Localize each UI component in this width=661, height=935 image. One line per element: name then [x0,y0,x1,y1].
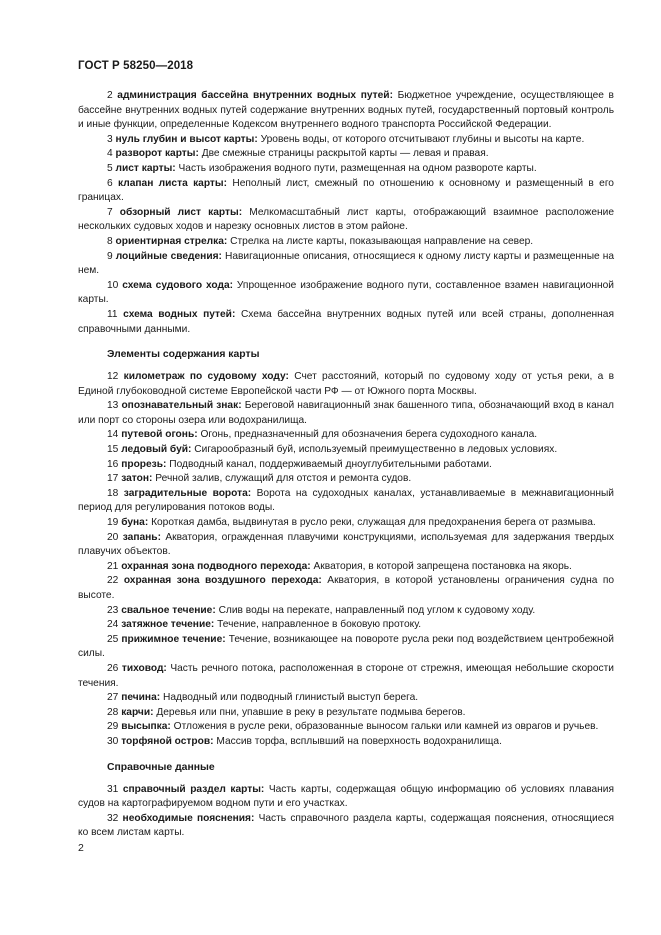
term-number: 13 [107,400,119,412]
term-name: заградительные ворота: [123,487,252,499]
term-definition: Часть карты, содержащая общую информацию об условиях плавания судов на картографируемом водном пути и его участках. [78,783,614,810]
term-entry [78,574,614,603]
term-number: 16 [107,458,119,470]
term-name: ориентирная стрелка: [115,235,228,247]
term-definition: Мелкомасштабный лист карты, отображающий взаимное расположение нескольких судовых ходов и нарезку основных листов в этом районе. [78,206,614,233]
term-definition: Береговой навигационный знак башенного типа, обозначающий вход в канал или порт со стороны озера или водохранилища. [78,400,614,426]
term-number: 32 [107,812,119,824]
term-number: 3 [107,133,113,145]
term-definition: Надводный или подводный глинистый выступ берега. [163,692,419,704]
term-number: 10 [107,279,119,291]
term-number: 2 [107,90,113,101]
term-definition: Отложения в русле реки, образованные выносом гальки или камней из оврагов и ручьев. [173,721,599,733]
term-definition: Массив торфа, всплывший на поверхность водохранилища. [216,735,502,747]
terms-group-general [78,89,614,337]
term-number: 21 [107,560,119,572]
term-entry [78,279,614,308]
term-entry [78,633,614,662]
term-number: 5 [107,162,113,174]
term-entry [78,706,614,721]
term-name: карчи: [121,706,154,718]
term-name: ледовый буй: [121,444,192,456]
term-definition: Часть речного потока, расположенная в стороне от стрежня, имеющая небольшие скорости течения. [78,662,614,689]
term-name: охранная зона воздушного перехода: [123,575,322,587]
term-name: буна: [121,517,149,529]
term-number: 15 [107,444,119,456]
term-entry [78,720,614,735]
term-number: 17 [107,473,119,485]
term-name: высыпка: [121,721,171,733]
term-definition: Ворота на судоходных каналах, устанавливаемые в межнавигационный период для регулирования потоков воды. [78,487,614,514]
term-entry [78,206,614,235]
term-definition: Часть изображения водного пути, размещенная на одном развороте карты. [178,162,537,174]
term-entry [78,783,614,812]
term-name: километраж по судовому ходу: [123,371,289,383]
term-name: справочный раздел карты: [122,783,265,795]
term-entry [78,487,614,516]
term-definition: Акватория, огражденная плавучими конструкциями, используемая для задержания твердых плавучих объектов. [78,531,615,558]
term-number: 8 [107,235,113,247]
term-definition: Акватория, в которой установлены ограничения судна по высоте. [78,575,615,601]
term-number: 12 [107,371,119,383]
term-definition: Акватория, в которой запрещена постановка на якорь. [313,560,572,572]
term-definition: Речной залив, служащий для отстоя и ремонта судов. [155,473,412,485]
term-number: 24 [107,619,119,631]
term-entry [78,147,614,162]
term-entry [78,812,614,841]
term-name: охранная зона подводного перехода: [121,560,311,572]
term-entry [78,443,614,458]
term-name: лоцийные сведения: [115,250,222,262]
terms-group-reference-data [78,783,614,841]
term-definition: Неполный лист, смежный по отношению к основному и размещенный в его границах. [78,177,614,204]
term-name: необходимые пояснения: [122,812,255,824]
term-entry [78,399,614,428]
term-name: затяжное течение: [121,619,215,631]
term-name: затон: [121,473,153,485]
term-number: 28 [107,706,119,718]
term-number: 11 [107,308,118,320]
page-number: 2 [78,842,84,854]
term-definition: Стрелка на листе карты, показывающая направление на север. [230,235,534,247]
term-entry [78,162,614,177]
term-name: путевой огонь: [121,429,198,441]
term-number: 29 [107,721,119,733]
term-number: 27 [107,692,119,704]
term-name: запань: [122,531,161,543]
term-name: опознавательный знак: [121,400,242,412]
term-definition: Уровень воды, от которого отсчитывают глубины и высоты на карте. [260,133,585,145]
term-number: 30 [107,735,119,747]
term-entry [78,618,614,633]
term-entry [78,531,614,560]
term-entry [78,662,614,691]
term-number: 4 [107,148,113,160]
term-number: 31 [107,783,119,795]
term-number: 22 [107,575,119,587]
term-name: разворот карты: [115,148,199,160]
term-definition: Упрощенное изображение водного пути, составленное взамен навигационной карты. [78,279,614,306]
term-name: схема водных путей: [123,308,236,320]
term-definition: Течение, возникающее на повороте русла реки под воздействием центробежной силы. [78,633,614,660]
term-name: обзорный лист карты: [119,206,243,218]
term-entry [78,308,614,337]
term-number: 20 [107,531,119,543]
term-name: прорезь: [121,458,167,470]
term-name: администрация бассейна внутренних водных путей: [117,90,393,101]
section-title-map-content: Элементы содержания карты [107,349,260,361]
document-body [78,89,614,841]
term-definition: Две смежные страницы раскрытой карты — левая и правая. [201,148,489,160]
term-name: нуль глубин и высот карты: [115,133,258,145]
document-header-id: ГОСТ Р 58250—2018 [78,60,194,72]
term-number: 14 [107,429,119,441]
term-entry [78,370,614,399]
term-entry [78,458,614,473]
term-entry [78,472,614,487]
term-name: печина: [121,692,161,704]
term-definition: Огонь, предназначенный для обозначения берега судоходного канала. [200,429,538,441]
section-title-reference-data: Справочные данные [107,761,215,773]
term-number: 7 [107,206,113,218]
term-entry [78,735,614,750]
term-name: клапан листа карты: [118,177,228,189]
term-name: лист карты: [115,162,176,174]
term-number: 18 [107,487,119,499]
term-definition: Счет расстояний, который по судовому ходу от устья реки, а в Единой глубоководной системе Европейской части РФ — от Южного порта Москвы. [78,371,614,397]
term-number: 26 [107,662,119,674]
term-number: 25 [107,633,119,645]
term-definition: Навигационные описания, относящиеся к одному листу карты и размещенные на нем. [78,250,614,277]
term-number: 6 [107,177,113,189]
term-name: свальное течение: [121,604,216,616]
terms-group-map-content [78,370,614,749]
term-entry [78,177,614,206]
term-number: 19 [107,517,119,529]
term-definition: Подводный канал, поддерживаемый дноуглубительными работами. [169,458,492,470]
term-definition: Течение, направленное в боковую протоку. [217,619,422,631]
term-name: прижимное течение: [121,633,226,645]
term-entry [78,235,614,250]
term-definition: Сигарообразный буй, используемый преимущественно в ледовых условиях. [194,444,558,456]
term-entry [78,516,614,531]
term-definition: Короткая дамба, выдвинутая в русло реки, служащая для предохранения берега от размыва. [151,517,596,529]
term-entry [78,604,614,619]
term-entry [78,691,614,706]
term-entry [78,133,614,148]
term-definition: Бюджетное учреждение, осуществляющее в бассейне внутренних водных путей содержание внутренних водных путей, государственный портовый контроль и иные функции, определенные Кодексом внутреннего водного транспорта Российской Федерации. [78,90,614,131]
term-name: торфяной остров: [121,735,214,747]
term-entry [78,89,614,133]
term-entry [78,250,614,279]
term-entry [78,560,614,575]
term-definition: Часть справочного раздела карты, содержащая пояснения, относящиеся ко всем листам карты. [78,812,614,839]
term-name: тиховод: [121,662,167,674]
term-name: схема судового хода: [122,279,234,291]
term-definition: Слив воды на перекате, направленный под углом к судовому ходу. [218,604,536,616]
term-number: 9 [107,250,113,262]
term-number: 23 [107,604,119,616]
term-definition: Деревья или пни, упавшие в реку в результате подмыва берегов. [156,706,466,718]
term-definition: Схема бассейна внутренних водных путей или всей страны, дополненная справочными данными. [78,308,614,335]
term-entry [78,428,614,443]
